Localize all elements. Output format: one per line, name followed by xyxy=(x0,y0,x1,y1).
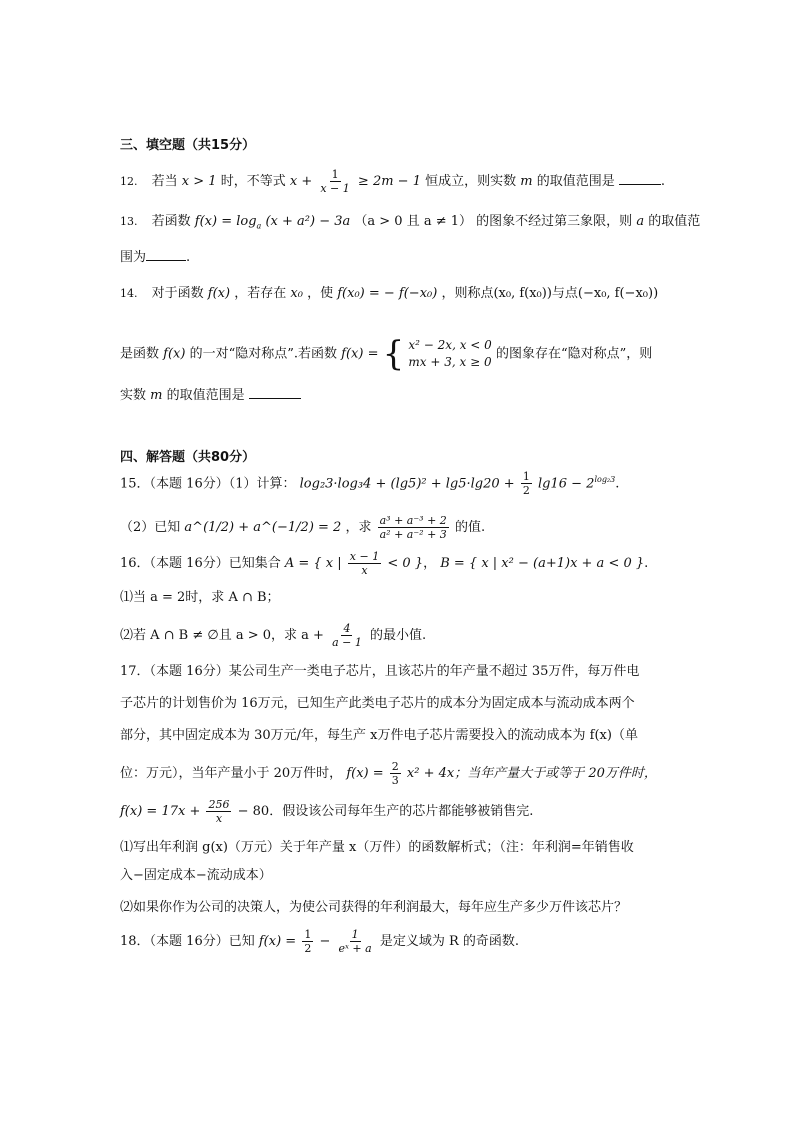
section-title-solve: 四、解答题（共80分） xyxy=(120,450,256,465)
question-14: 14. 对于函数 f(x) ，若存在 x₀ ，使 f(x₀) = − f(−x₀) ，则称点(x₀, f(x₀))与点(−x₀, f(−x₀)) xyxy=(120,286,659,301)
question-number: 14. xyxy=(120,287,138,300)
question-17-line2: 子芯片的计划售价为 16万元，已知生产此类电子芯片的成本分为固定成本与流动成本两个 xyxy=(120,696,635,711)
piecewise-cases: x² − 2x, x < 0 mx + 3, x ≥ 0 xyxy=(408,338,492,369)
answer-blank[interactable] xyxy=(249,384,301,399)
question-13: 13. 若函数 $f(x) = \log_a (x + a^2) - 3a$ （a > 0 且 a ≠ 1） 的图象不经过第三象限，则 a 的取值范 xyxy=(120,214,701,231)
question-15: 15．（本题 16分）（1）计算： log₂3·log₃4 + (lg5)² + lg5·lg20 + $\frac{1}{2}$ $\lg 16 - 2^{log_23}$. xyxy=(120,470,620,498)
question-17-sub1-cont: 入−固定成本−流动成本） xyxy=(120,868,272,883)
question-17-sub2: ⑵如果你作为公司的决策人，为使公司获得的年利润最大，每年应生产多少万件该芯片？ xyxy=(120,900,628,915)
question-15-part2: （2）已知 a^(1/2) + a^(−1/2) = 2 ，求 $\frac{\text{a³ + a⁻³ + 2}}{\text{a² + a⁻² + 3}}$ 的值. xyxy=(120,514,486,541)
left-brace: { xyxy=(382,334,405,374)
question-number: 13. xyxy=(120,215,138,228)
question-12: 12. 若当 x > 1 时，不等式 x + $\frac{1}{x - 1}$ ≥ 2m − 1 恒成立，则实数 m 的取值范围是 . xyxy=(120,168,666,195)
answer-blank[interactable] xyxy=(619,170,661,185)
fraction: $\frac{1}{x - 1}$ xyxy=(320,168,350,195)
question-17-sub1: ⑴写出年利润 g(x)（万元）关于年产量 x（万件）的函数解析式；（注：年利润=年销售收 xyxy=(120,840,634,855)
question-17: 17．（本题 16分）某公司生产一类电子芯片，且该芯片的年产量不超过 35万件，每万件电 xyxy=(120,664,640,679)
question-number: 12. xyxy=(120,175,138,188)
question-14-line3: 实数 m 的取值范围是 xyxy=(120,384,301,406)
question-16-sub2: ⑵若 A ∩ B ≠ ∅且 a > 0，求 a + $\frac{4}{a - 1}$ 的最小值. xyxy=(120,622,427,649)
question-16-sub1: ⑴当 a = 2时，求 A ∩ B； xyxy=(120,590,280,605)
question-17-line3: 部分，其中固定成本为 30万元/年，每生产 x万件电子芯片需要投入的流动成本为 f(x)（单 xyxy=(120,728,638,743)
question-14-line2: 是函数 f(x) 的一对“隐对称点”.若函数 f(x) = { x² − 2x, x < 0 mx + 3, x ≥ 0 的图象存在“隐对称点”，则 xyxy=(120,334,653,374)
question-18: 18．（本题 16分）已知 f(x) = $\frac{1}{2}$ − $\frac{1}{\text{eˣ + a}}$ 是定义域为 R 的奇函数. xyxy=(120,928,520,955)
answer-blank[interactable] xyxy=(146,246,186,261)
question-16: 16．（本题 16分）已知集合 A = { x | $\frac{x - 1}{x}$ < 0 }， B = { x | x² − (a+1)x + a < 0 }. xyxy=(120,550,649,577)
question-17-line5: f(x) = 17x + $\frac{256}{x}$ − 80．假设该公司每年生产的芯片都能够被销售完. xyxy=(120,798,534,825)
section-title-fill-blank: 三、填空题（共15分） xyxy=(120,138,256,153)
question-17-line4: 位：万元），当年产量小于 20万件时， f(x) = $\frac{2}{3}$ x² + 4x；当年产量大于或等于 20万件时， xyxy=(120,760,657,787)
question-13-line2: 围为 . xyxy=(120,246,190,268)
